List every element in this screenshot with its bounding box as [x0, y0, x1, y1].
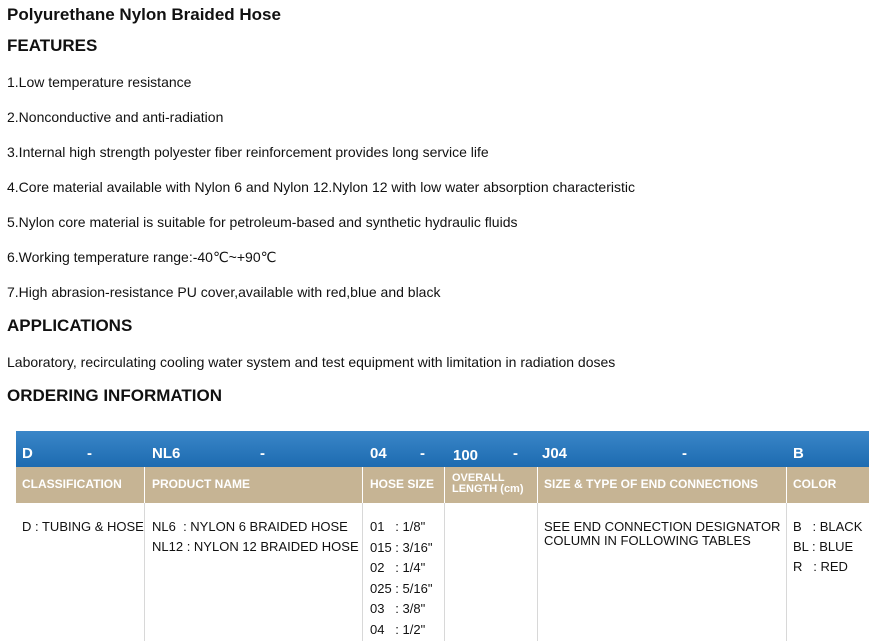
header-classification: CLASSIFICATION: [22, 477, 122, 491]
column-divider: [144, 467, 145, 503]
hose-size-list: [370, 517, 432, 640]
header-overall-length: [452, 473, 540, 495]
color-item: R : RED: [793, 559, 848, 574]
hose-size-item: 04 : 1/2": [370, 621, 426, 637]
header-product-name: PRODUCT NAME: [152, 477, 250, 491]
header-hose-size: HOSE SIZE: [370, 477, 435, 491]
product-name-item: NL6 : NYLON 6 BRAIDED HOSE: [152, 519, 348, 534]
feature-item: 1.Low temperature resistance: [7, 74, 192, 90]
hose-size-item: 025 : 5/16": [370, 580, 433, 596]
feature-item: 4.Core material available with Nylon 6 and Nylon 12.Nylon 12 with low water absorption characteristic: [7, 179, 635, 195]
header-end-connections: SIZE & TYPE OF END CONNECTIONS: [544, 477, 759, 491]
product-name-list: [152, 517, 359, 557]
color-item: BL : BLUE: [793, 539, 854, 554]
ordering-heading: ORDERING INFORMATION: [7, 386, 223, 405]
code-length: 100: [453, 447, 479, 464]
code-dash: -: [420, 445, 425, 462]
code-dash: -: [513, 445, 518, 462]
code-end-connection: J04: [542, 445, 568, 462]
header-overall-line2: LENGTH (cm): [452, 483, 524, 495]
end-connection-line: SEE END CONNECTION DESIGNATOR: [544, 519, 781, 534]
column-divider: [786, 503, 787, 641]
product-name-item: NL12 : NYLON 12 BRAIDED HOSE: [152, 539, 359, 554]
column-divider: [537, 467, 538, 503]
hose-size-item: 02 : 1/4": [370, 560, 426, 575]
code-classification: D: [22, 445, 33, 462]
color-list: [793, 517, 862, 577]
feature-item: 6.Working temperature range:-40℃~+90℃: [7, 249, 277, 265]
feature-item: 5.Nylon core material is suitable for petroleum-based and synthetic hydraulic fluids: [7, 214, 518, 230]
column-divider: [144, 503, 145, 641]
code-dash: -: [682, 445, 687, 462]
page-title: Polyurethane Nylon Braided Hose: [7, 5, 281, 24]
ordering-table: [16, 431, 869, 641]
column-divider: [537, 503, 538, 641]
hose-size-item: 03 : 3/8": [370, 601, 426, 616]
features-heading: FEATURES: [7, 36, 98, 55]
feature-item: 2.Nonconductive and anti-radiation: [7, 109, 224, 125]
column-divider: [444, 503, 445, 641]
column-divider: [444, 467, 445, 503]
code-hose-size: 04: [370, 445, 387, 462]
end-connection-note: [544, 520, 780, 548]
header-color: COLOR: [793, 477, 837, 491]
applications-heading: APPLICATIONS: [7, 316, 133, 335]
code-bar: [16, 431, 869, 467]
hose-size-item: 015 : 3/16": [370, 539, 433, 555]
hose-size-item: 01 : 1/8": [370, 519, 426, 534]
feature-item: 7.High abrasion-resistance PU cover,available with red,blue and black: [7, 284, 441, 300]
applications-text: Laboratory, recirculating cooling water system and test equipment with limitation in radiation doses: [7, 354, 616, 370]
code-product: NL6: [152, 445, 181, 462]
code-color: B: [793, 445, 804, 462]
code-dash: -: [260, 445, 265, 462]
feature-item: 3.Internal high strength polyester fiber reinforcement provides long service life: [7, 144, 489, 160]
end-connection-line: COLUMN IN FOLLOWING TABLES: [544, 533, 751, 548]
classification-value: D : TUBING & HOSE: [22, 519, 144, 534]
column-divider: [362, 503, 363, 641]
color-item: B : BLACK: [793, 519, 863, 534]
column-divider: [786, 467, 787, 503]
header-overall-line1: OVERALL: [452, 472, 505, 484]
code-dash: -: [87, 445, 92, 462]
column-divider: [362, 467, 363, 503]
